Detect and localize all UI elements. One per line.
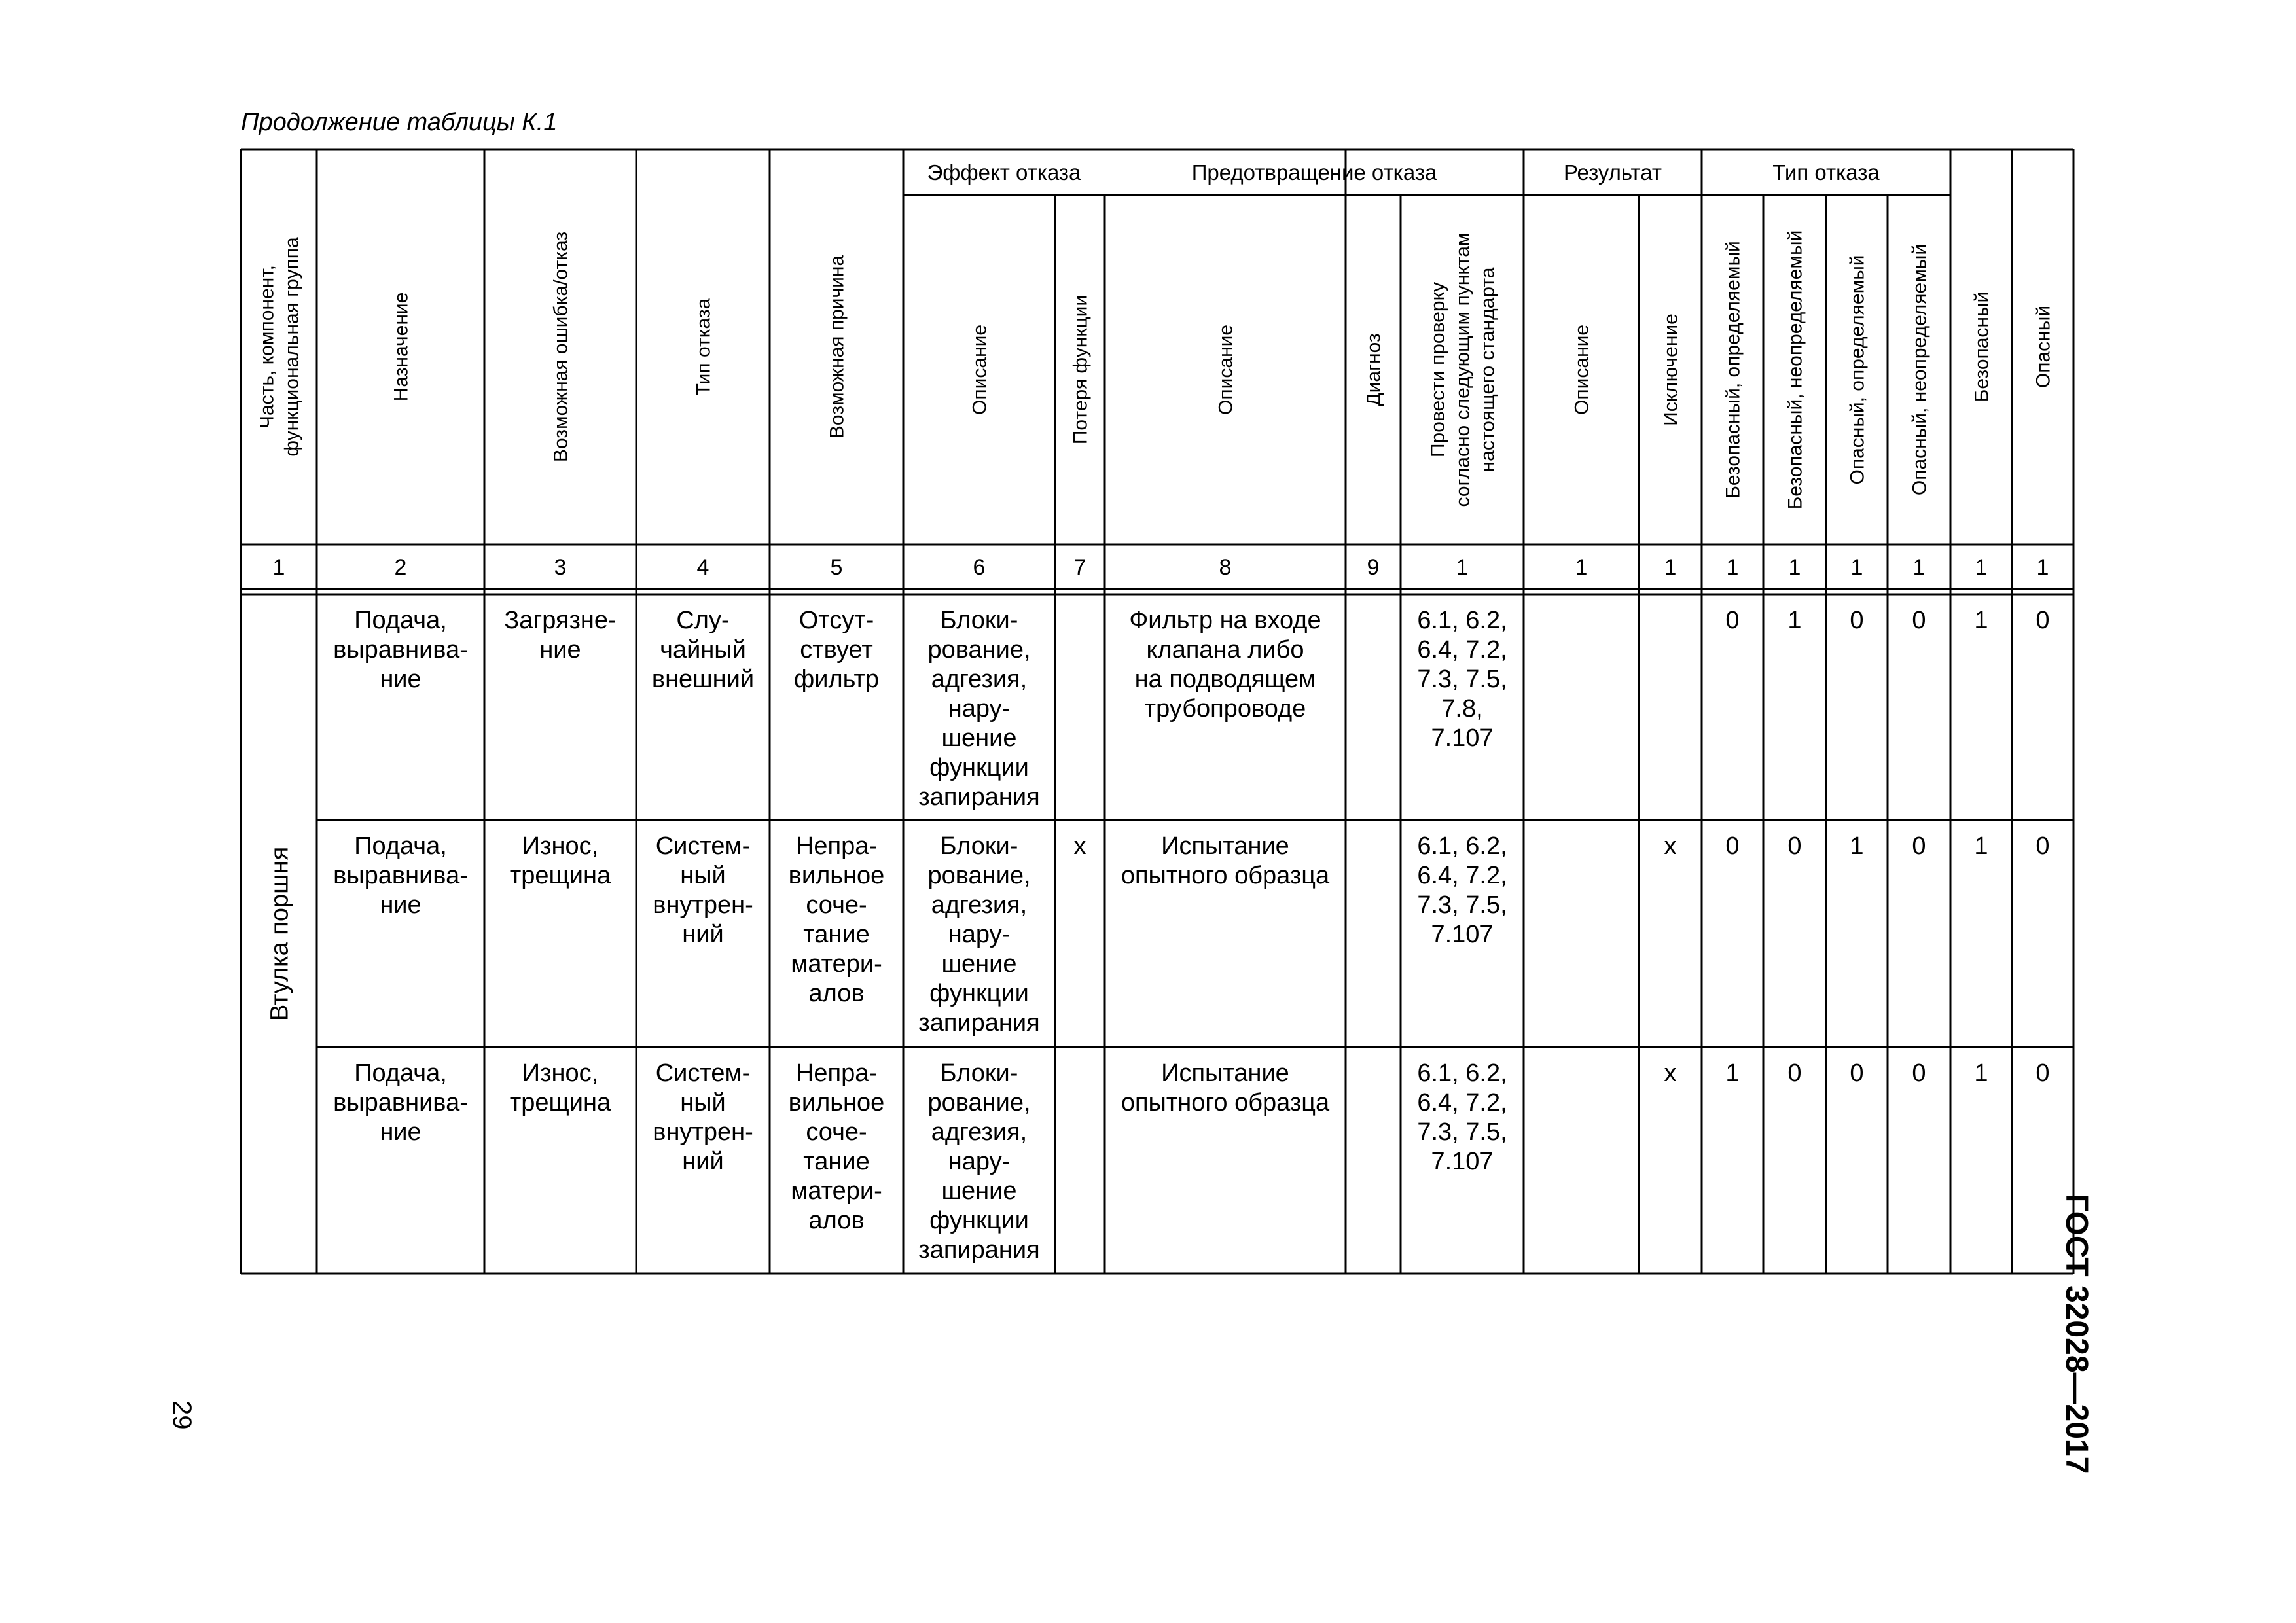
column-header-9-line: Диагноз bbox=[1363, 333, 1385, 406]
cell-r1-c10 bbox=[1417, 607, 1507, 752]
cell-r2-c5 bbox=[789, 832, 885, 1007]
cell-r1-c8-line: трубопроводе bbox=[1144, 695, 1306, 722]
cell-r3-c2-line: ние bbox=[380, 1118, 422, 1146]
cell-r3-c6-line: рование, bbox=[927, 1089, 1031, 1116]
cell-r3-c10-line: 7.3, 7.5, bbox=[1417, 1118, 1507, 1146]
column-number bbox=[1975, 555, 1988, 580]
cell-r2-c8 bbox=[1121, 832, 1330, 889]
cell-r2-c12 bbox=[1664, 832, 1677, 860]
cell-r3-c18 bbox=[2036, 1060, 2049, 1087]
cell-r1-c8 bbox=[1129, 607, 1321, 722]
cell-r1-c10-line: 6.4, 7.2, bbox=[1417, 636, 1507, 664]
cell-r3-c10-line: 6.4, 7.2, bbox=[1417, 1089, 1507, 1116]
cell-r2-c6-line: запирания bbox=[918, 1009, 1040, 1037]
cell-r3-c5-line: Непра- bbox=[795, 1060, 878, 1087]
column-number-line: 1 bbox=[1575, 555, 1588, 580]
cell-r3-c6-line: Блоки- bbox=[940, 1060, 1018, 1087]
document-code: ГОСТ 32028—2017 bbox=[2059, 1194, 2094, 1474]
cell-r2-c8-line: опытного образца bbox=[1121, 862, 1330, 889]
column-header-11-line: Описание bbox=[1571, 324, 1593, 416]
cell-r3-c10-line: 7.107 bbox=[1431, 1148, 1494, 1175]
cell-r2-c14 bbox=[1787, 832, 1801, 860]
cell-r2-c7 bbox=[1074, 832, 1086, 860]
column-number-line: 5 bbox=[830, 555, 843, 580]
column-header-2-line: Назначение bbox=[390, 292, 412, 402]
column-number bbox=[1219, 555, 1232, 580]
table-caption: Продолжение таблицы К.1 bbox=[241, 109, 558, 136]
column-header-3 bbox=[550, 232, 572, 462]
cell-r2-c5-line: алов bbox=[808, 980, 865, 1007]
cell-r3-c4-line: ный bbox=[680, 1089, 726, 1116]
cell-r1-c4-line: Слу- bbox=[676, 607, 730, 634]
cell-r1-c6-line: функции bbox=[929, 754, 1029, 781]
cell-r3-c17 bbox=[1974, 1060, 1988, 1087]
column-number-line: 1 bbox=[1912, 555, 1926, 580]
cell-r1-c4-line: внешний bbox=[651, 666, 755, 693]
cell-r2-c10-line: 6.4, 7.2, bbox=[1417, 862, 1507, 889]
component-name bbox=[266, 847, 293, 1021]
cell-r3-c2-line: Подача, bbox=[354, 1060, 447, 1087]
cell-r2-c15-line: 1 bbox=[1850, 832, 1864, 860]
group-header-effect-line: Эффект отказа bbox=[927, 160, 1081, 185]
cell-r3-c14-line: 0 bbox=[1787, 1060, 1802, 1087]
cell-r3-c18-line: 0 bbox=[2036, 1060, 2050, 1087]
cell-r2-c15 bbox=[1850, 832, 1863, 860]
column-header-10-line: согласно следующим пунктам bbox=[1452, 232, 1474, 507]
cell-r1-c5-line: ствует bbox=[800, 636, 873, 664]
cell-r3-c10 bbox=[1417, 1060, 1507, 1175]
column-number-line: 1 bbox=[1788, 555, 1801, 580]
cell-r1-c6-line: запирания bbox=[918, 783, 1040, 811]
column-header-12-line: Исключение bbox=[1660, 313, 1682, 426]
cell-r1-c2-line: выравнива- bbox=[333, 636, 468, 664]
column-header-17-line: Безопасный bbox=[1971, 291, 1993, 402]
column-number bbox=[1456, 555, 1469, 580]
column-number-line: 7 bbox=[1073, 555, 1086, 580]
cell-r2-c10-line: 7.107 bbox=[1431, 921, 1494, 948]
cell-r2-c3 bbox=[510, 832, 611, 889]
cell-r3-c4-line: ний bbox=[682, 1148, 724, 1175]
cell-r3-c3 bbox=[510, 1060, 611, 1116]
column-header-4 bbox=[693, 298, 715, 395]
cell-r2-c16 bbox=[1912, 832, 1926, 860]
cell-r3-c17-line: 1 bbox=[1974, 1060, 1988, 1087]
cell-r1-c10-line: 7.8, bbox=[1441, 695, 1483, 722]
cell-r2-c6-line: функции bbox=[929, 980, 1029, 1007]
cell-r2-c6 bbox=[918, 832, 1039, 1037]
column-number-line: 3 bbox=[554, 555, 567, 580]
cell-r1-c8-line: Фильтр на входе bbox=[1129, 607, 1321, 634]
cell-r3-c12-line: x bbox=[1664, 1060, 1677, 1087]
cell-r2-c8-line: Испытание bbox=[1161, 832, 1289, 860]
group-header-prevention-line: Предотвращение отказа bbox=[1191, 160, 1437, 185]
cell-r2-c17-line: 1 bbox=[1974, 832, 1988, 860]
column-number bbox=[697, 555, 709, 580]
column-number bbox=[395, 555, 407, 580]
column-number bbox=[554, 555, 567, 580]
cell-r1-c13 bbox=[1725, 607, 1739, 634]
column-header-2 bbox=[391, 293, 412, 402]
cell-r1-c6-line: адгезия, bbox=[931, 666, 1028, 693]
column-number bbox=[1789, 555, 1801, 580]
cell-r3-c5-line: алов bbox=[808, 1207, 865, 1234]
cell-r2-c14-line: 0 bbox=[1787, 832, 1802, 860]
column-number-line: 4 bbox=[696, 555, 709, 580]
column-header-15-line: Опасный, определяемый bbox=[1846, 255, 1869, 485]
cell-r2-c3-line: трещина bbox=[509, 862, 611, 889]
cell-r2-c5-line: тание bbox=[803, 921, 870, 948]
cell-r2-c6-line: шение bbox=[941, 950, 1017, 978]
cell-r3-c6-line: запирания bbox=[918, 1236, 1040, 1264]
column-number bbox=[273, 555, 285, 580]
column-number-line: 1 bbox=[1726, 555, 1739, 580]
cell-r3-c5-line: тание bbox=[803, 1148, 870, 1175]
group-header-fault-type bbox=[1772, 160, 1880, 185]
column-number-line: 1 bbox=[2036, 555, 2049, 580]
column-header-5 bbox=[827, 255, 848, 439]
column-header-11 bbox=[1571, 325, 1593, 415]
column-header-18-line: Опасный bbox=[2032, 305, 2054, 389]
column-header-8 bbox=[1215, 325, 1237, 415]
cell-r3-c6-line: шение bbox=[941, 1177, 1017, 1205]
cell-r3-c2-line: выравнива- bbox=[333, 1089, 468, 1116]
cell-r1-c10-line: 6.1, 6.2, bbox=[1417, 607, 1507, 634]
cell-r2-c2-line: ние bbox=[380, 891, 422, 919]
cell-r2-c5-line: соче- bbox=[806, 891, 867, 919]
cell-r3-c4 bbox=[653, 1060, 753, 1175]
cell-r3-c4-line: внутрен- bbox=[653, 1118, 753, 1146]
column-header-6 bbox=[969, 325, 991, 415]
column-header-12 bbox=[1660, 313, 1682, 426]
cell-r3-c13-line: 1 bbox=[1725, 1060, 1740, 1087]
cell-r1-c14 bbox=[1787, 607, 1801, 634]
cell-r1-c2 bbox=[333, 607, 468, 693]
cell-r3-c10-line: 6.1, 6.2, bbox=[1417, 1060, 1507, 1087]
column-header-18 bbox=[2033, 306, 2054, 388]
column-header-13 bbox=[1723, 241, 1744, 499]
component-name-line: Втулка поршня bbox=[266, 846, 294, 1022]
cell-r2-c3-line: Износ, bbox=[522, 832, 599, 860]
column-header-1-line: Часть, компонент, bbox=[256, 265, 278, 429]
column-header-9 bbox=[1363, 333, 1385, 406]
column-header-15 bbox=[1847, 255, 1869, 484]
cell-r1-c13-line: 0 bbox=[1725, 607, 1740, 634]
cell-r3-c4-line: Систем- bbox=[655, 1060, 751, 1087]
column-header-10-line: настоящего стандарта bbox=[1477, 267, 1499, 473]
cell-r1-c8-line: клапана либо bbox=[1146, 636, 1304, 664]
cell-r1-c6-line: рование, bbox=[927, 636, 1031, 664]
cell-r1-c6 bbox=[918, 607, 1039, 811]
column-header-3-line: Возможная ошибка/отказ bbox=[550, 231, 572, 463]
group-header-result-line: Результат bbox=[1563, 160, 1662, 185]
group-header-prevention bbox=[1192, 160, 1437, 185]
cell-r1-c5 bbox=[794, 607, 879, 693]
cell-r2-c5-line: вильное bbox=[788, 862, 885, 889]
cell-r1-c3 bbox=[504, 607, 616, 664]
cell-r2-c17 bbox=[1974, 832, 1988, 860]
cell-r3-c12 bbox=[1664, 1060, 1677, 1087]
cell-r3-c13 bbox=[1725, 1060, 1739, 1087]
cell-r2-c4-line: ний bbox=[682, 921, 724, 948]
cell-r1-c17 bbox=[1974, 607, 1988, 634]
column-number bbox=[1851, 555, 1863, 580]
cell-r3-c5 bbox=[789, 1060, 885, 1234]
column-header-17 bbox=[1971, 292, 1993, 402]
cell-r2-c4-line: ный bbox=[680, 862, 726, 889]
cell-r1-c15 bbox=[1850, 607, 1863, 634]
cell-r3-c3-line: Износ, bbox=[522, 1060, 599, 1087]
cell-r2-c13 bbox=[1725, 832, 1739, 860]
cell-r1-c10-line: 7.107 bbox=[1431, 724, 1494, 752]
cell-r3-c6-line: функции bbox=[929, 1207, 1029, 1234]
cell-r2-c5-line: матери- bbox=[791, 950, 882, 978]
cell-r1-c6-line: шение bbox=[941, 724, 1017, 752]
cell-r1-c3-line: Загрязне- bbox=[504, 607, 617, 634]
column-number bbox=[1074, 555, 1086, 580]
cell-r3-c8-line: опытного образца bbox=[1121, 1089, 1330, 1116]
group-header-fault-type-line: Тип отказа bbox=[1772, 160, 1880, 185]
page-number: 29 bbox=[168, 1400, 196, 1430]
cell-r2-c4 bbox=[653, 832, 753, 948]
cell-r3-c8 bbox=[1121, 1060, 1330, 1116]
cell-r2-c4-line: Систем- bbox=[655, 832, 751, 860]
cell-r1-c18 bbox=[2036, 607, 2049, 634]
cell-r3-c16-line: 0 bbox=[1912, 1060, 1926, 1087]
cell-r1-c6-line: Блоки- bbox=[940, 607, 1018, 634]
cell-r3-c8-line: Испытание bbox=[1161, 1060, 1289, 1087]
group-header-effect bbox=[927, 160, 1081, 185]
cell-r2-c6-line: Блоки- bbox=[940, 832, 1018, 860]
cell-r3-c6-line: адгезия, bbox=[931, 1118, 1028, 1146]
cell-r3-c2 bbox=[333, 1060, 468, 1146]
cell-r2-c2-line: Подача, bbox=[354, 832, 447, 860]
column-number bbox=[973, 555, 986, 580]
column-header-4-line: Тип отказа bbox=[692, 298, 715, 396]
column-header-10-line: Провести проверку bbox=[1427, 281, 1449, 458]
cell-r3-c6 bbox=[918, 1060, 1039, 1264]
cell-r3-c14 bbox=[1787, 1060, 1801, 1087]
column-number bbox=[1913, 555, 1926, 580]
cell-r2-c12-line: x bbox=[1664, 832, 1677, 860]
cell-r2-c10-line: 6.1, 6.2, bbox=[1417, 832, 1507, 860]
cell-r3-c5-line: соче- bbox=[806, 1118, 867, 1146]
group-header-result bbox=[1564, 160, 1662, 185]
cell-r1-c16 bbox=[1912, 607, 1926, 634]
column-number-line: 1 bbox=[1850, 555, 1863, 580]
column-number-line: 1 bbox=[1975, 555, 1988, 580]
column-number-line: 2 bbox=[394, 555, 407, 580]
column-number-line: 9 bbox=[1367, 555, 1380, 580]
cell-r1-c6-line: нару- bbox=[948, 695, 1011, 722]
cell-r2-c18-line: 0 bbox=[2036, 832, 2050, 860]
cell-r1-c4 bbox=[652, 607, 754, 693]
cell-r3-c5-line: матери- bbox=[791, 1177, 882, 1205]
column-header-13-line: Безопасный, определяемый bbox=[1722, 241, 1744, 499]
cell-r2-c6-line: адгезия, bbox=[931, 891, 1028, 919]
column-header-16-line: Опасный, неопределяемый bbox=[1909, 243, 1931, 496]
cell-r2-c2-line: выравнива- bbox=[333, 862, 468, 889]
cell-r1-c17-line: 1 bbox=[1974, 607, 1988, 634]
cell-r3-c5-line: вильное bbox=[788, 1089, 885, 1116]
cell-r1-c10-line: 7.3, 7.5, bbox=[1417, 666, 1507, 693]
column-header-5-line: Возможная причина bbox=[826, 255, 848, 439]
cell-r2-c5-line: Непра- bbox=[795, 832, 878, 860]
cell-r1-c5-line: фильтр bbox=[793, 666, 880, 693]
cell-r1-c15-line: 0 bbox=[1850, 607, 1864, 634]
column-number-line: 1 bbox=[272, 555, 285, 580]
column-number-line: 1 bbox=[1664, 555, 1677, 580]
cell-r3-c15 bbox=[1850, 1060, 1863, 1087]
cell-r1-c3-line: ние bbox=[539, 636, 581, 664]
cell-r3-c3-line: трещина bbox=[509, 1089, 611, 1116]
column-number bbox=[1575, 555, 1588, 580]
cell-r2-c10-line: 7.3, 7.5, bbox=[1417, 891, 1507, 919]
cell-r1-c2-line: ние bbox=[380, 666, 422, 693]
cell-r1-c16-line: 0 bbox=[1912, 607, 1926, 634]
cell-r1-c18-line: 0 bbox=[2036, 607, 2050, 634]
column-number-line: 1 bbox=[1456, 555, 1469, 580]
column-header-7-line: Потеря функции bbox=[1069, 294, 1092, 445]
column-header-7 bbox=[1070, 295, 1092, 444]
cell-r3-c6-line: нару- bbox=[948, 1148, 1011, 1175]
column-number bbox=[1727, 555, 1739, 580]
cell-r2-c13-line: 0 bbox=[1725, 832, 1740, 860]
column-header-14-line: Безопасный, неопределяемый bbox=[1784, 230, 1806, 510]
column-number bbox=[831, 555, 843, 580]
cell-r1-c4-line: чайный bbox=[660, 636, 746, 664]
column-header-14 bbox=[1785, 230, 1806, 510]
column-header-6-line: Описание bbox=[969, 324, 991, 416]
cell-r1-c5-line: Отсут- bbox=[798, 607, 874, 634]
cell-r3-c16 bbox=[1912, 1060, 1926, 1087]
column-header-1-line: функциональная группа bbox=[281, 237, 303, 457]
column-header-16 bbox=[1909, 244, 1931, 495]
cell-r1-c14-line: 1 bbox=[1787, 607, 1802, 634]
cell-r2-c6-line: рование, bbox=[927, 862, 1031, 889]
column-number-line: 8 bbox=[1219, 555, 1232, 580]
column-header-10 bbox=[1427, 232, 1499, 507]
cell-r2-c2 bbox=[333, 832, 468, 919]
cell-r2-c10 bbox=[1417, 832, 1507, 948]
column-number bbox=[1664, 555, 1677, 580]
cell-r1-c2-line: Подача, bbox=[354, 607, 447, 634]
cell-r2-c6-line: нару- bbox=[948, 921, 1011, 948]
cell-r2-c16-line: 0 bbox=[1912, 832, 1926, 860]
cell-r3-c15-line: 0 bbox=[1850, 1060, 1864, 1087]
cell-r2-c7-line: x bbox=[1073, 832, 1086, 860]
cell-r1-c8-line: на подводящем bbox=[1134, 666, 1316, 693]
column-number bbox=[2037, 555, 2049, 580]
cell-r2-c4-line: внутрен- bbox=[653, 891, 753, 919]
column-number-line: 6 bbox=[973, 555, 986, 580]
column-number bbox=[1367, 555, 1380, 580]
cell-r2-c18 bbox=[2036, 832, 2049, 860]
column-header-1 bbox=[257, 237, 303, 457]
column-header-8-line: Описание bbox=[1215, 324, 1237, 416]
